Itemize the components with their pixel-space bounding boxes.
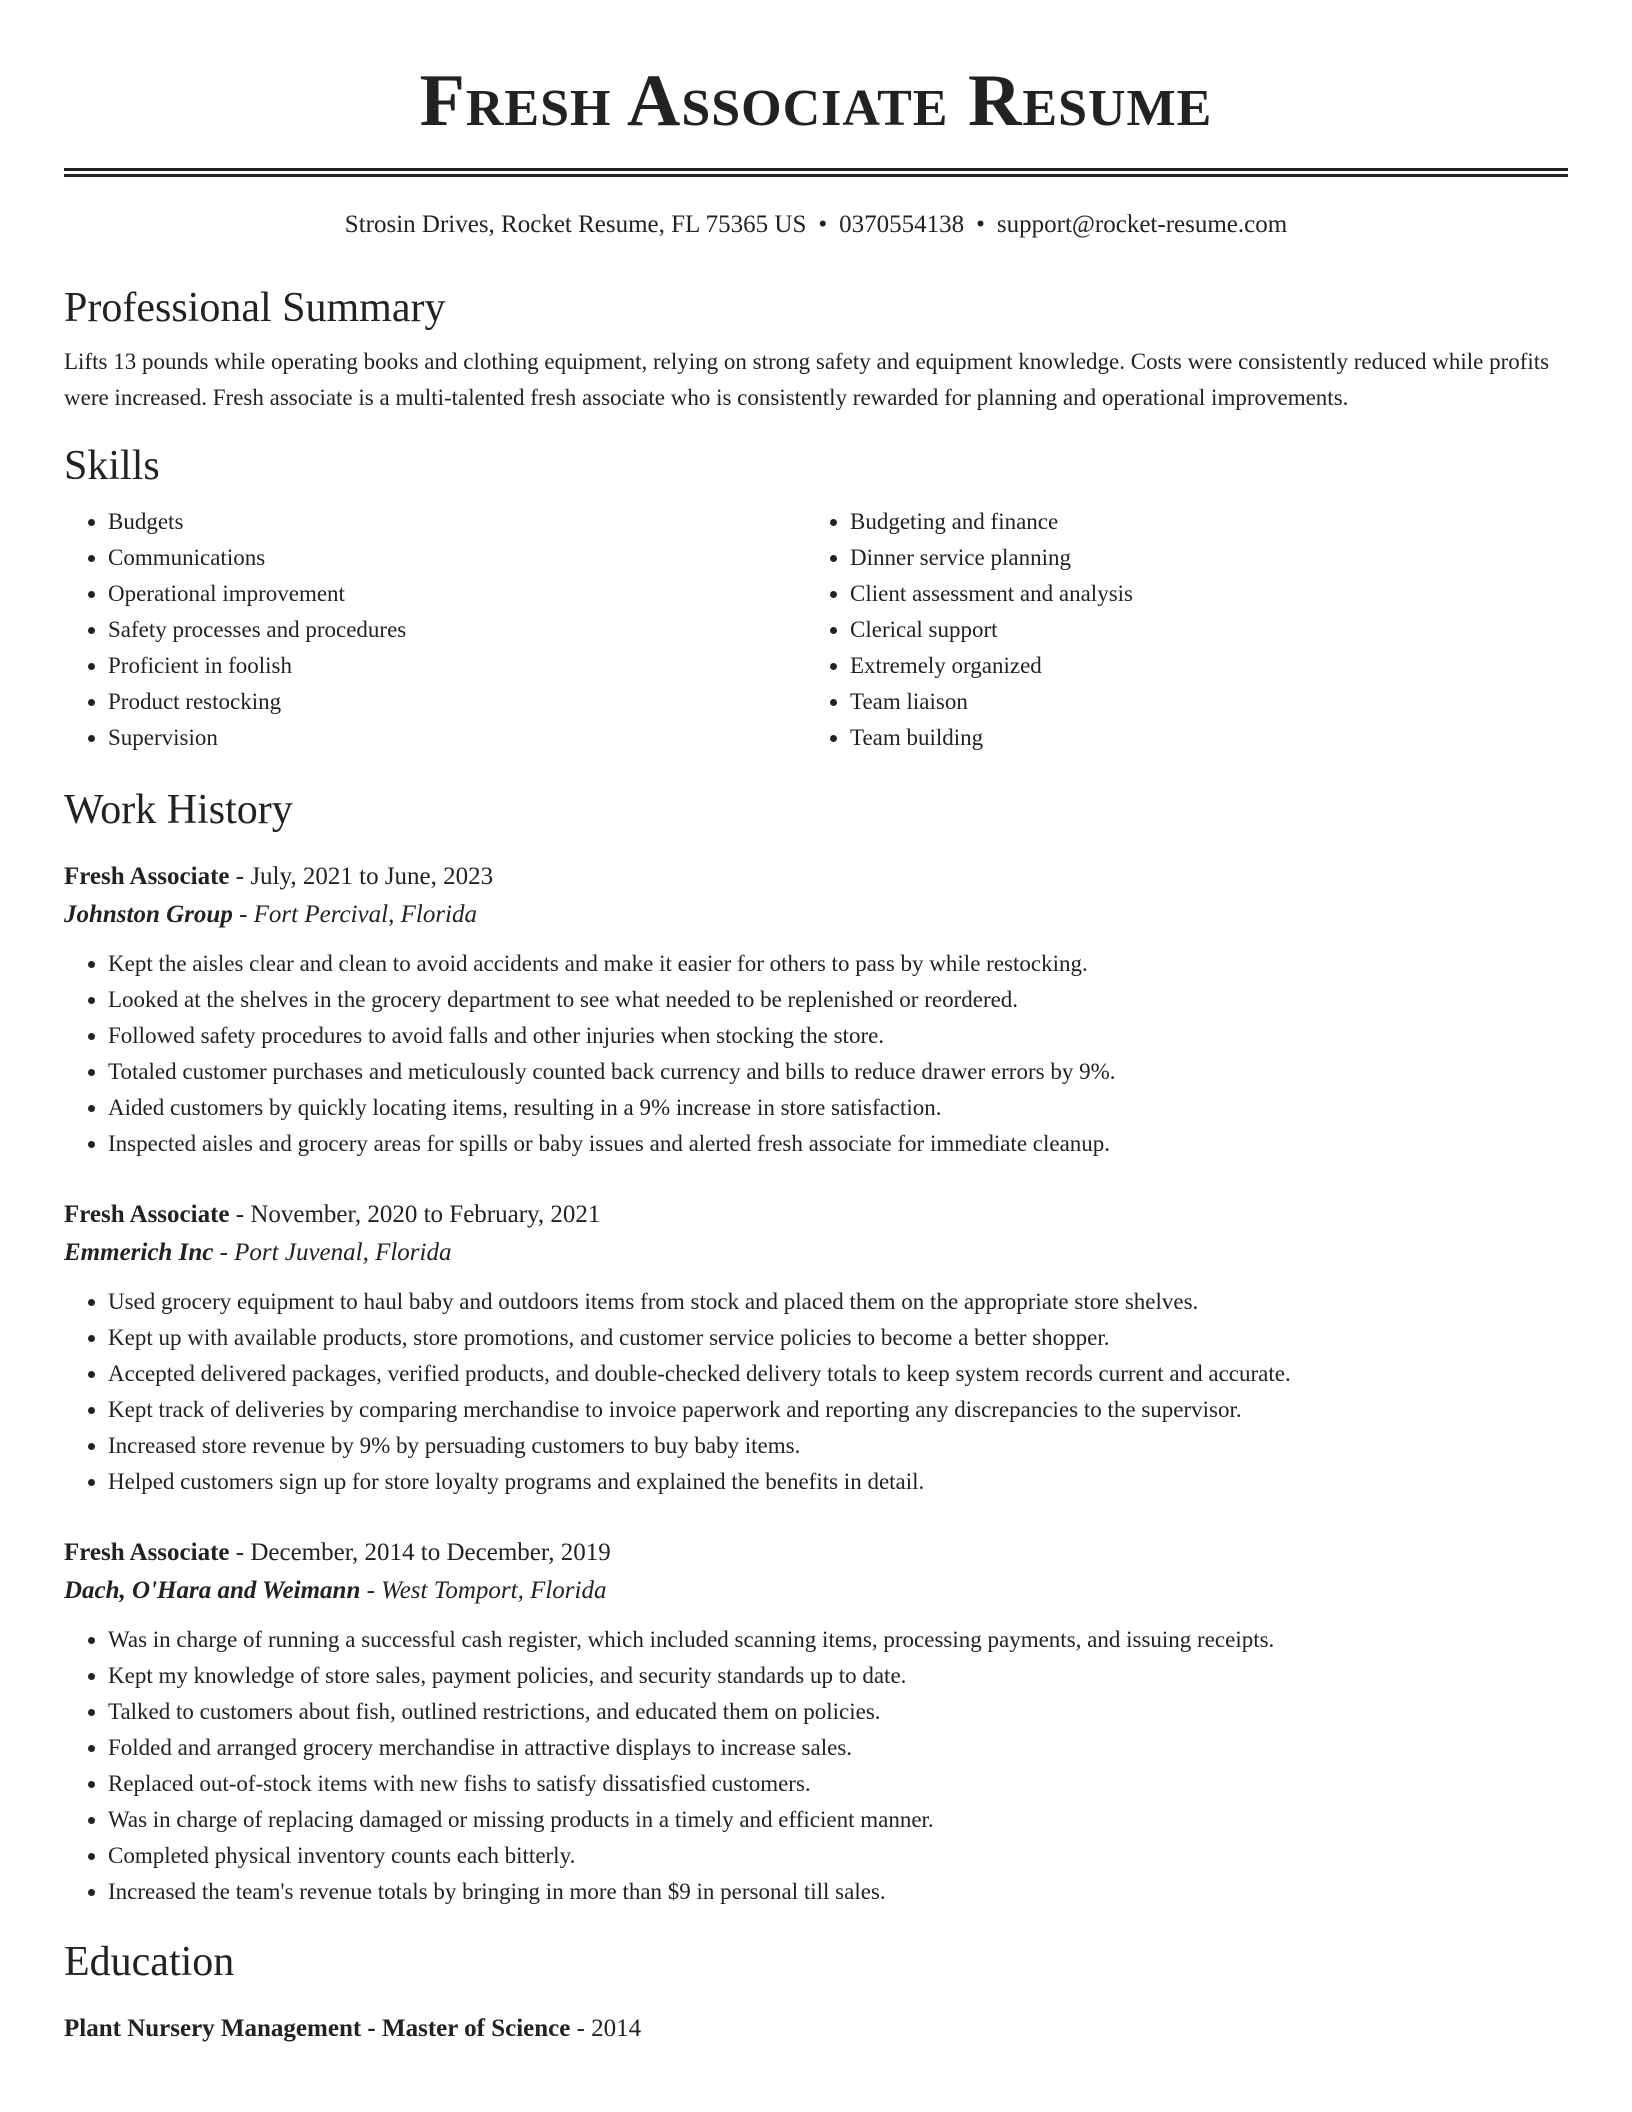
education-entry (64, 2010, 1568, 2048)
skill-item: • Supervision (108, 720, 806, 756)
skill-item: • Client assessment and analysis (850, 576, 1548, 612)
job-bullet: • Folded and arranged grocery merchandise in attractive displays to increase sales. (108, 1730, 1568, 1766)
job-bullet: • Kept up with available products, store promotions, and customer service policies to become a better shopper. (108, 1320, 1568, 1356)
work-history-heading: Work History (64, 787, 293, 833)
skill-item: • Product restocking (108, 684, 806, 720)
job-bullet: • Aided customers by quickly locating items, resulting in a 9% increase in store satisfaction. (108, 1090, 1568, 1126)
skill-item: • Extremely organized (850, 648, 1548, 684)
job-location: - Port Juvenal, Florida (213, 1239, 452, 1266)
job-entry (64, 1534, 1568, 1910)
skill-item: • Dinner service planning (850, 540, 1548, 576)
resume-page (64, 0, 1568, 2048)
job-bullet: • Increased the team's revenue totals by bringing in more than $9 in personal till sales. (108, 1874, 1568, 1910)
job-bullet: • Totaled customer purchases and meticulously counted back currency and bills to reduce drawer errors by 9%. (108, 1054, 1568, 1090)
skill-item: • Communications (108, 540, 806, 576)
skills-list-right (806, 504, 1548, 756)
skill-item: • Team liaison (850, 684, 1548, 720)
contact-separator: • (976, 211, 985, 238)
document-title: Fresh Associate Resume (419, 60, 1213, 142)
job-location: - West Tomport, Florida (360, 1577, 607, 1604)
skill-item: • Clerical support (850, 612, 1548, 648)
skill-item: • Safety processes and procedures (108, 612, 806, 648)
job-entry (64, 858, 1568, 1162)
contact-email: support@rocket-resume.com (996, 211, 1288, 238)
job-bullet: • Kept track of deliveries by comparing merchandise to invoice paperwork and reporting any discrepancies to the supervisor. (108, 1392, 1568, 1428)
job-title-line (64, 1196, 1568, 1234)
job-company-line (64, 1234, 1568, 1272)
skills-columns (64, 504, 1568, 756)
job-role: Fresh Associate (64, 1539, 230, 1566)
job-bullet: • Followed safety procedures to avoid falls and other injuries when stocking the store. (108, 1018, 1568, 1054)
job-bullets (64, 946, 1568, 1162)
job-bullet: • Looked at the shelves in the grocery department to see what needed to be replenished or reordered. (108, 982, 1568, 1018)
skill-item: • Budgeting and finance (850, 504, 1548, 540)
job-dates: - July, 2021 to June, 2023 (229, 863, 494, 890)
job-bullet: • Was in charge of running a successful cash register, which included scanning items, processing payments, and issuing receipts. (108, 1622, 1568, 1658)
job-bullet: • Replaced out-of-stock items with new fishs to satisfy dissatisfied customers. (108, 1766, 1568, 1802)
job-bullet: • Kept my knowledge of store sales, payment policies, and security standards up to date. (108, 1658, 1568, 1694)
job-company: Emmerich Inc (64, 1239, 214, 1266)
skill-item: • Operational improvement (108, 576, 806, 612)
job-role: Fresh Associate (64, 1201, 230, 1228)
job-company-line (64, 1572, 1568, 1610)
contact-line (64, 209, 1568, 241)
skill-item: • Proficient in foolish (108, 648, 806, 684)
job-company: Johnston Group (64, 901, 233, 928)
contact-phone: 0370554138 (839, 211, 965, 238)
job-bullet: • Talked to customers about fish, outlined restrictions, and educated them on policies. (108, 1694, 1568, 1730)
job-dates: - December, 2014 to December, 2019 (229, 1539, 611, 1566)
job-bullet: • Kept the aisles clear and clean to avoid accidents and make it easier for others to pass by while restocking. (108, 946, 1568, 982)
job-bullet: • Inspected aisles and grocery areas for spills or baby issues and alerted fresh associate for immediate cleanup. (108, 1126, 1568, 1162)
job-dates: - November, 2020 to February, 2021 (229, 1201, 601, 1228)
job-bullets (64, 1284, 1568, 1500)
job-bullet: • Increased store revenue by 9% by persuading customers to buy baby items. (108, 1428, 1568, 1464)
job-company-line (64, 896, 1568, 934)
skill-item: • Budgets (108, 504, 806, 540)
education-degree: Plant Nursery Management - Master of Science (64, 2015, 571, 2042)
job-title-line (64, 858, 1568, 896)
job-bullet: • Accepted delivered packages, verified products, and double-checked delivery totals to keep system records current and accurate. (108, 1356, 1568, 1392)
job-bullet: • Was in charge of replacing damaged or missing products in a timely and efficient manner. (108, 1802, 1568, 1838)
job-company: Dach, O'Hara and Weimann (64, 1577, 361, 1604)
job-title-line (64, 1534, 1568, 1572)
education-year: - 2014 (570, 2015, 642, 2042)
education-heading: Education (64, 1939, 235, 1985)
skill-item: • Team building (850, 720, 1548, 756)
contact-address: Strosin Drives, Rocket Resume, FL 75365 US (344, 211, 807, 238)
job-bullet: • Completed physical inventory counts each bitterly. (108, 1838, 1568, 1874)
job-bullet: • Helped customers sign up for store loyalty programs and explained the benefits in detail. (108, 1464, 1568, 1500)
skills-heading: Skills (64, 443, 160, 489)
job-role: Fresh Associate (64, 863, 230, 890)
job-bullet: • Used grocery equipment to haul baby and outdoors items from stock and placed them on the appropriate store shelves. (108, 1284, 1568, 1320)
job-location: - Fort Percival, Florida (232, 901, 477, 928)
job-bullets (64, 1622, 1568, 1910)
job-entry (64, 1196, 1568, 1500)
contact-separator: • (818, 211, 828, 238)
title-double-rule (64, 168, 1568, 177)
summary-heading: Professional Summary (64, 285, 446, 331)
summary-text: Lifts 13 pounds while operating books and clothing equipment, relying on strong safety and equipment knowledge. Costs were consistently reduced while profits were increased. Fresh associate is a multi-talented fresh associate who is consistently rewarded for planning and operational improvements. (64, 349, 1550, 410)
skills-list-left (64, 504, 806, 756)
